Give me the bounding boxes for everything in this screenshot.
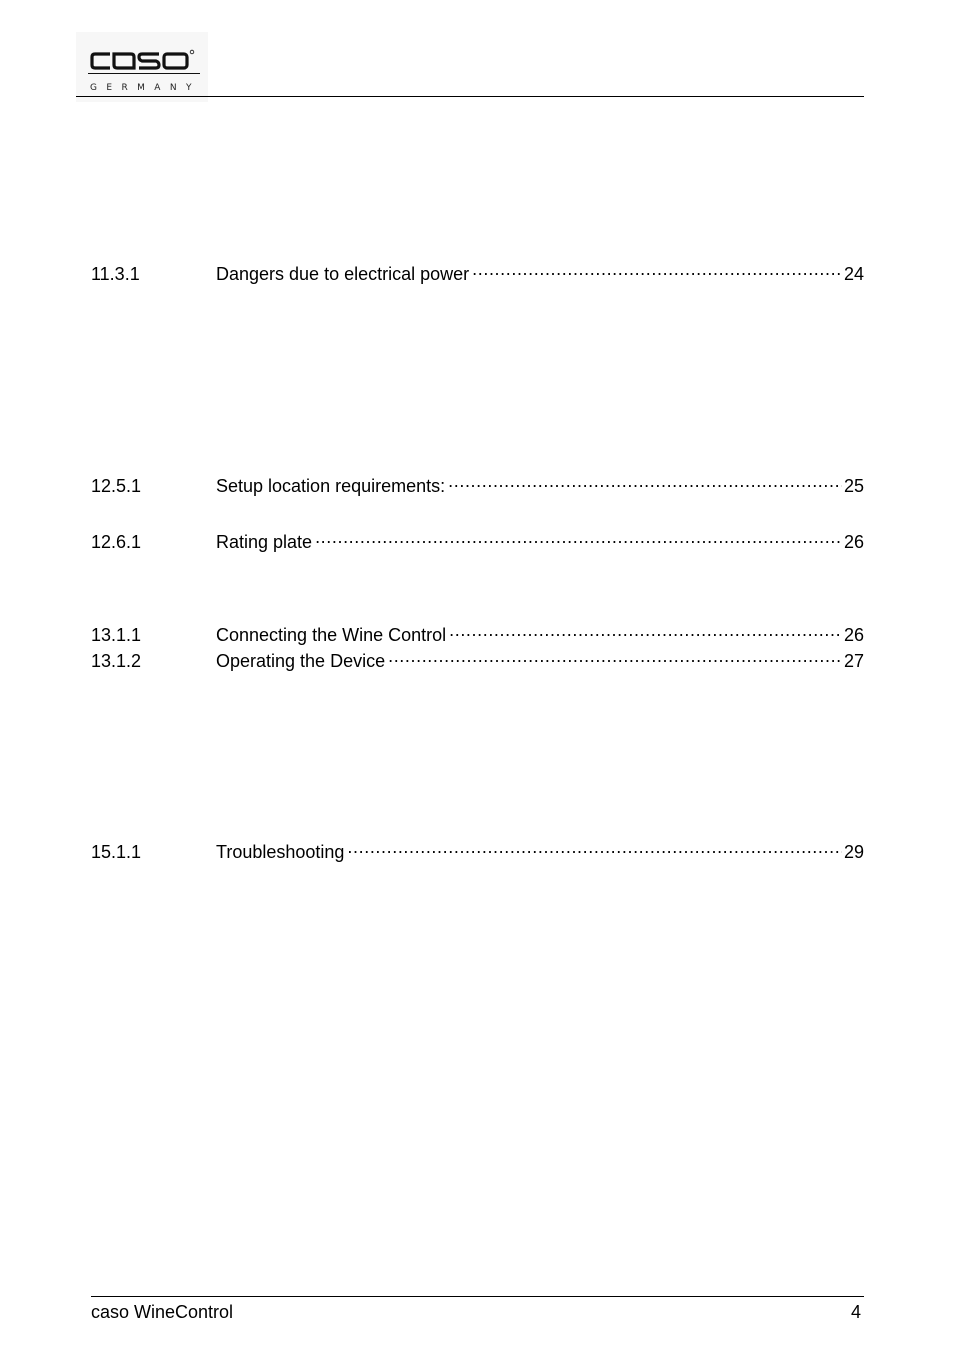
toc-entry[interactable] [91, 836, 864, 862]
toc-dot-leader [315, 526, 842, 548]
toc-title: Connecting the Wine Control [216, 625, 447, 645]
toc-dot-leader [388, 645, 842, 667]
toc-page-number: 25 [843, 476, 864, 496]
toc-dot-leader [449, 619, 842, 641]
caso-germany-logo [76, 32, 208, 102]
toc-number: 11.3.1 [91, 264, 140, 284]
toc-number: 13.1.1 [91, 625, 142, 645]
toc-number: 12.6.1 [91, 532, 142, 552]
footer-rule [91, 1296, 864, 1297]
logo-subtext: GERMANY [90, 83, 201, 93]
toc-title: Setup location requirements: [216, 476, 446, 496]
toc-number: 12.5.1 [91, 476, 142, 496]
toc-dot-leader [472, 258, 842, 280]
toc-page-number: 26 [843, 625, 864, 645]
toc-entry[interactable] [91, 619, 864, 645]
header-rule [76, 96, 864, 97]
caso-wordmark [76, 32, 208, 82]
toc-page-number: 24 [843, 264, 864, 284]
footer-page-number: 4 [850, 1302, 861, 1322]
toc-dot-leader [347, 836, 842, 858]
footer-product-name: caso WineControl [91, 1302, 234, 1322]
toc-entry[interactable] [91, 526, 864, 552]
toc-entry[interactable] [91, 470, 864, 496]
toc-page-number: 29 [843, 842, 864, 862]
toc-title: Operating the Device [216, 651, 386, 671]
toc-entry[interactable] [91, 258, 864, 284]
toc-title: Troubleshooting [216, 842, 345, 862]
toc-number: 15.1.1 [91, 842, 142, 862]
toc-page-number: 26 [843, 532, 864, 552]
toc-number: 13.1.2 [91, 651, 142, 671]
toc-entry[interactable] [91, 645, 864, 671]
toc-page-number: 27 [843, 651, 864, 671]
toc-title: Rating plate [216, 532, 313, 552]
toc-title: Dangers due to electrical power [216, 264, 470, 284]
toc-dot-leader [448, 470, 842, 492]
